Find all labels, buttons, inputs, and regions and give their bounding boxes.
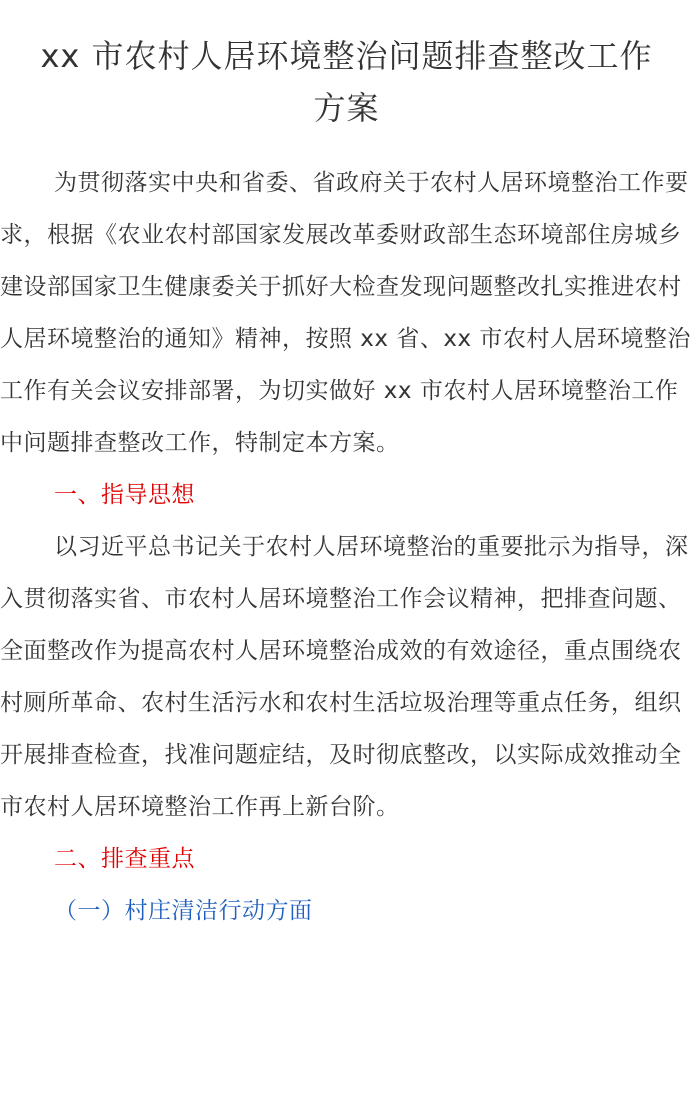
document-body bbox=[0, 157, 693, 937]
section-heading-guiding-thought: 一、指导思想 bbox=[54, 482, 195, 508]
section-heading-investigation-focus: 二、排查重点 bbox=[54, 846, 195, 872]
title-line-1: xx 市农村人居环境整治问题排查整改工作 bbox=[40, 37, 653, 75]
title-line-2: 方案 bbox=[313, 89, 380, 127]
guiding-thought-paragraph: 以习近平总书记关于农村人居环境整治的重要批示为指导，深入贯彻落实省、市农村人居环境整治工作会议精神，把排查问题、全面整改作为提高农村人居环境整治成效的有效途径，重点围绕农村厕所革命、农村生活污水和农村生活垃圾治理等重点任务，组织开展排查检查，找准问题症结，及时彻底整改，以实际成效推动全市农村人居环境整治工作再上新台阶。 bbox=[0, 534, 689, 820]
subsection-heading-village-cleaning: （一）村庄清洁行动方面 bbox=[54, 898, 313, 924]
document-title bbox=[0, 0, 693, 134]
intro-paragraph: 为贯彻落实中央和省委、省政府关于农村人居环境整治工作要求，根据《农业农村部国家发展改革委财政部生态环境部住房城乡建设部国家卫生健康委关于抓好大检查发现问题整改扎实推进农村人居环境整治的通知》精神，按照 xx 省、xx 市农村人居环境整治工作有关会议安排部署，为切实做好 xx 市农村人居环境整治工作中问题排查整改工作，特制定本方案。 bbox=[0, 170, 691, 456]
